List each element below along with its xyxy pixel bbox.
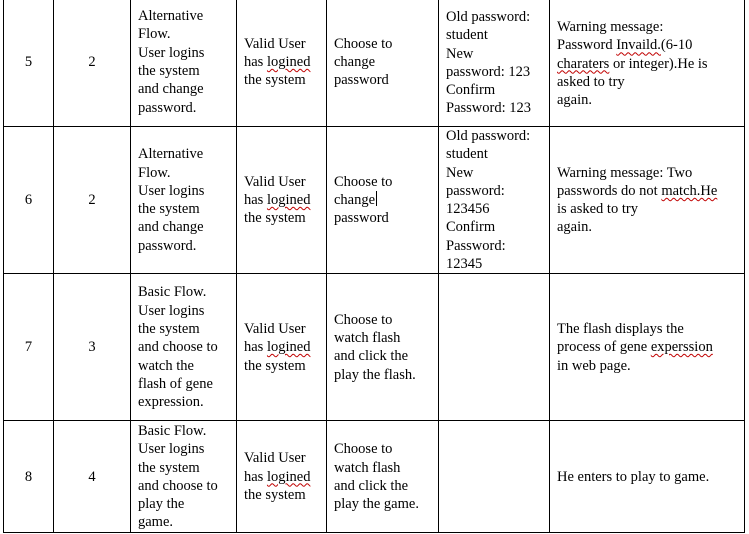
input-cell <box>439 421 550 533</box>
precondition-cell: Valid User has logined the system <box>237 421 327 533</box>
test-case-table <box>3 0 745 533</box>
use-case-cell: 2 <box>54 0 131 127</box>
test-no-cell: 5 <box>4 0 54 127</box>
test-no-cell: 7 <box>4 274 54 421</box>
action-cell: Choose to change password <box>327 0 439 127</box>
action-cell: Choose to change password <box>327 127 439 274</box>
test-no-cell: 8 <box>4 421 54 533</box>
precondition-cell: Valid User has logined the system <box>237 274 327 421</box>
expected-result-cell: Warning message: Two passwords do not match.He is asked to try again. <box>550 127 745 274</box>
table-row <box>4 0 745 127</box>
input-cell: Old password: student New password: 123 Confirm Password: 123 <box>439 0 550 127</box>
use-case-cell: 2 <box>54 127 131 274</box>
action-cell: Choose to watch flash and click the play the flash. <box>327 274 439 421</box>
scenario-cell: Basic Flow. User logins the system and choose to play the game. <box>131 421 237 533</box>
use-case-cell: 4 <box>54 421 131 533</box>
precondition-cell: Valid User has logined the system <box>237 0 327 127</box>
test-no-cell: 6 <box>4 127 54 274</box>
table-row <box>4 274 745 421</box>
scenario-cell: Alternative Flow. User logins the system and change password. <box>131 0 237 127</box>
scenario-cell: Alternative Flow. User logins the system and change password. <box>131 127 237 274</box>
expected-result-cell: Warning message: Password Invaild.(6-10 charaters or integer).He is asked to try again. <box>550 0 745 127</box>
precondition-cell: Valid User has logined the system <box>237 127 327 274</box>
scenario-cell: Basic Flow. User logins the system and choose to watch the flash of gene expression. <box>131 274 237 421</box>
input-cell <box>439 274 550 421</box>
expected-result-cell: He enters to play to game. <box>550 421 745 533</box>
table-row <box>4 127 745 274</box>
use-case-cell: 3 <box>54 274 131 421</box>
table-row <box>4 421 745 533</box>
expected-result-cell: The flash displays the process of gene experssion in web page. <box>550 274 745 421</box>
input-cell: Old password: student New password: 123456 Confirm Password: 12345 <box>439 127 550 274</box>
text-cursor <box>376 191 377 206</box>
action-cell: Choose to watch flash and click the play the game. <box>327 421 439 533</box>
